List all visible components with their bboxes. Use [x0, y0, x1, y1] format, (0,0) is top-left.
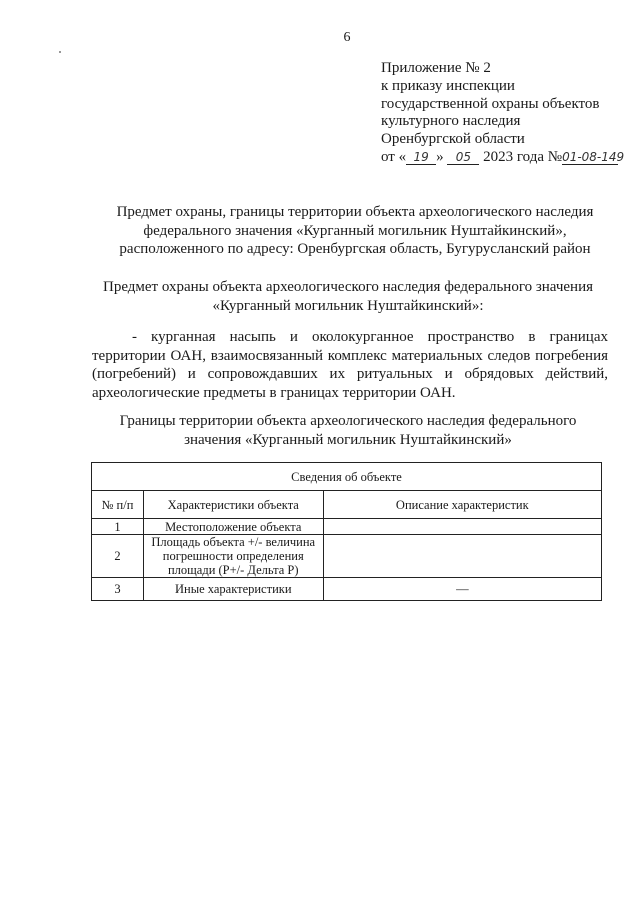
row-number: 1	[92, 519, 144, 535]
column-header-description: Описание характеристик	[323, 491, 601, 519]
appendix-line: Оренбургской области	[381, 131, 525, 148]
scan-speck	[59, 51, 61, 53]
column-header-characteristic: Характеристики объекта	[143, 491, 323, 519]
handwritten-day: 19	[406, 151, 436, 165]
date-year: 2023 года №	[483, 148, 563, 165]
document-title	[95, 203, 615, 259]
handwritten-order-number: 01-08-149	[562, 149, 625, 164]
row-number: 3	[92, 578, 144, 601]
appendix-header	[381, 60, 631, 167]
table-row	[92, 519, 602, 535]
subject-heading-line: «Курганный могильник Нуштайкинский»:	[212, 297, 484, 314]
column-header-number: № п/п	[92, 491, 144, 519]
borders-heading-line: значения «Курганный могильник Нуштайкинский»	[184, 431, 512, 448]
borders-heading	[88, 412, 608, 449]
appendix-line: к приказу инспекции	[381, 77, 515, 94]
appendix-date-line	[381, 149, 631, 167]
subject-heading	[88, 278, 608, 315]
appendix-line: государственной охраны объектов	[381, 95, 600, 112]
table-row	[92, 578, 602, 601]
page-number: 6	[343, 30, 351, 45]
row-characteristic: Площадь объекта +/- величина погрешности определения площади (Р+/- Дельта Р)	[143, 535, 323, 578]
date-prefix: от «	[381, 148, 407, 165]
table-caption: Сведения об объекте	[92, 463, 602, 491]
title-line: Предмет охраны, границы территории объекта археологического наследия	[116, 204, 594, 220]
appendix-line: культурного наследия	[381, 113, 521, 130]
subject-paragraph: - курганная насыпь и околокурганное пространство в границах территории ОАН, взаимосвязанный комплекс материальных следов погребения (погребений) и сопровождавших их ритуальных и обрядовых действий, археологические предметы в границах территории ОАН.	[92, 329, 608, 401]
date-mid: »	[436, 148, 444, 165]
row-characteristic: Иные характеристики	[143, 578, 323, 601]
row-characteristic: Местоположение объекта	[143, 519, 323, 535]
borders-heading-line: Границы территории объекта археологического наследия федерального	[119, 413, 577, 429]
title-line: федерального значения «Курганный могильник Нуштайкинский»,	[143, 222, 567, 239]
row-number: 2	[92, 535, 144, 578]
subject-heading-line: Предмет охраны объекта археологического наследия федерального значения	[102, 279, 594, 295]
row-description	[323, 535, 601, 578]
appendix-line: Приложение № 2	[381, 60, 491, 76]
handwritten-month: 05	[447, 151, 479, 165]
table-row	[92, 535, 602, 578]
object-info-table	[91, 462, 602, 601]
title-line: расположенного по адресу: Оренбургская область, Бугурусланский район	[119, 241, 591, 257]
row-description: —	[323, 578, 601, 601]
row-description	[323, 519, 601, 535]
